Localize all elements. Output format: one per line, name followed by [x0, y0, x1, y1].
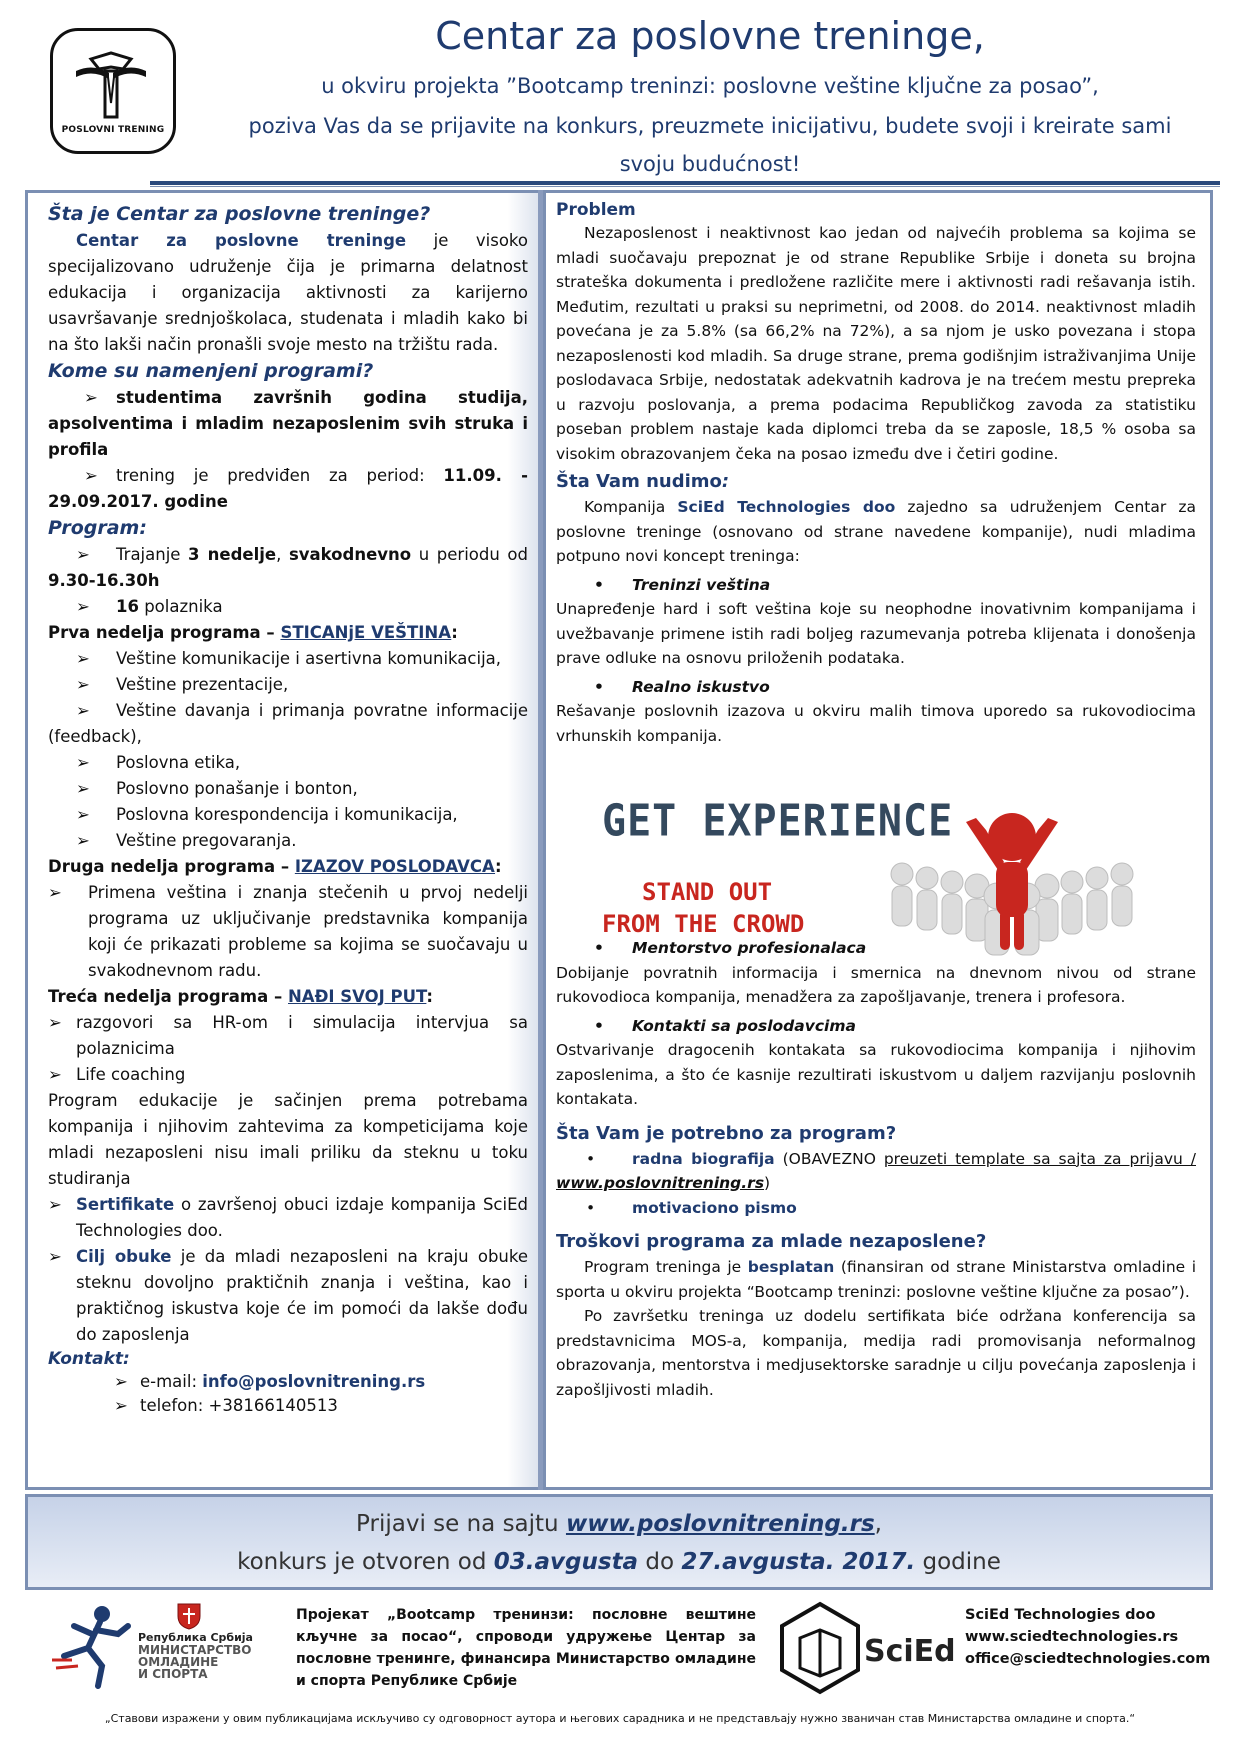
- benefit-3-title: Mentorstvo profesionalaca: [632, 939, 867, 957]
- list-item-text: Poslovno ponašanje i bonton,: [116, 779, 358, 798]
- email-link[interactable]: info@poslovnitrening.rs: [202, 1372, 426, 1391]
- banner-l2-pre: konkurs je otvoren od: [237, 1549, 494, 1575]
- benefit-4: [556, 1014, 1196, 1039]
- week-2-item: [48, 880, 528, 984]
- scied-book-icon: [778, 1600, 862, 1695]
- week-2-title: IZAZOV POSLODAVCA: [294, 857, 496, 876]
- arrow-icon: ➢: [76, 753, 90, 772]
- disclaimer: „Ставови изражени у овим публикацијама искључиво су одговорност аутора и његових сарадника и не представљају нужно званичан став Министарства омладине и спорта.“: [104, 1712, 1136, 1725]
- header-line-2: poziva Vas da se prijavite na konkurs, preuzmete inicijativu, budete svoji i kreirate sami: [248, 114, 1172, 138]
- list-item-text: razgovori sa HR-om i simulacija intervjua sa polaznicima: [76, 1013, 528, 1058]
- bullet-icon: •: [586, 1149, 596, 1168]
- week-2-heading: [48, 854, 528, 880]
- duration-post: u periodu od: [411, 545, 528, 564]
- audience-item-2: [48, 463, 528, 515]
- program-description: Program edukacije je sačinjen prema potrebama kompanija i njihovim zahtevima za kompeticijama koje mladi nezaposleni nisu imali priliku da steknu u toku studiranja: [48, 1091, 528, 1188]
- heading-requirements: Šta Vam je potrebno za program?: [556, 1122, 897, 1144]
- benefit-4-text: Ostvarivanje dragocenih kontakata sa rukovodiocima kompanija i njihovim zaposlenima, a što će kasnije rezultirati iskustvom u daljem razvijanju poslovnih kontakata.: [556, 1041, 1196, 1108]
- ministry-line-2: МИНИСТАРСТВО: [138, 1643, 252, 1657]
- left-column: [25, 190, 538, 1490]
- bullet-icon: •: [594, 939, 604, 957]
- heading-offer: [556, 468, 1196, 495]
- list-item-text: Veštine davanja i primanja povratne informacije (feedback),: [48, 701, 528, 746]
- banner-date-end: 27.avgusta. 2017.: [681, 1549, 916, 1575]
- stand-out-text: STAND OUT: [642, 878, 773, 906]
- banner-site-link[interactable]: www.poslovnitrening.rs: [565, 1511, 875, 1537]
- requirement-1-title: radna biografija: [632, 1149, 775, 1168]
- audience-item-1: [48, 385, 528, 463]
- poslovni-trening-logo: [50, 28, 176, 154]
- week-2-colon: :: [495, 857, 502, 876]
- requirement-1-mid: (OBAVEZNO: [774, 1149, 884, 1168]
- duration-hours: 9.30-16.30h: [48, 571, 160, 590]
- duration-sep: ,: [276, 545, 289, 564]
- duration-weeks: 3 nedelje: [188, 545, 277, 564]
- serbia-coat-of-arms-icon: [176, 1600, 202, 1630]
- banner-l2-mid: do: [638, 1549, 682, 1575]
- week-2-item-text: Primena veština i znanja stečenih u prvoj nedelji programa uz uključivanje predstavnika kompanija koji će prikazati probleme sa kojima se suočavaju u svakodnevnom radu.: [88, 883, 528, 980]
- week-1-heading: [48, 620, 528, 646]
- participants-label: polaznika: [138, 597, 223, 616]
- ministry-logo: [52, 1600, 262, 1690]
- duration-pre: Trajanje: [116, 545, 189, 564]
- arrow-icon: ➢: [76, 545, 90, 564]
- ministry-line-4: И СПОРТА: [138, 1667, 208, 1681]
- list-item-text: Poslovna korespondencija i komunikacija,: [116, 805, 458, 824]
- banner-pre: Prijavi se na sajtu: [356, 1511, 566, 1537]
- banner-comma: ,: [874, 1511, 882, 1537]
- offer-text: [556, 495, 1196, 569]
- header-rule-thin: [150, 186, 1220, 187]
- list-item-text: Veštine komunikacije i asertivna komunikacija,: [116, 649, 502, 668]
- list-item-text: Life coaching: [76, 1065, 186, 1084]
- requirement-1-post: ): [764, 1174, 771, 1192]
- banner-line-2: [28, 1543, 1210, 1581]
- center-name: Centar za poslovne treninge: [76, 231, 407, 250]
- benefit-4-title: Kontakti sa poslodavcima: [632, 1016, 856, 1035]
- week-3-heading: [48, 984, 528, 1010]
- arrow-icon: ➢: [48, 883, 62, 902]
- arrow-icon: ➢: [76, 805, 90, 824]
- arrow-icon: ➢: [114, 1372, 128, 1391]
- apply-banner: [25, 1494, 1213, 1590]
- cost-free: besplatan: [747, 1258, 835, 1276]
- benefit-2-text: Rešavanje poslovnih izazova u okviru malih timova uporedo sa rukovodiocima vrhunskih kompanija.: [556, 702, 1196, 745]
- arrow-icon: ➢: [48, 1247, 62, 1266]
- bullet-icon: •: [586, 1198, 596, 1217]
- audience-item-1-text: studentima završnih godina studija, apsolventima i mladim nezaposlenim svih struka i profila: [48, 388, 528, 459]
- header-line-1: u okviru projekta ”Bootcamp treninzi: poslovne veštine ključne za posao”,: [321, 74, 1099, 98]
- ministry-line-1: Република Србија: [138, 1631, 253, 1644]
- arrow-icon: ➢: [76, 831, 90, 850]
- list-item: [48, 698, 528, 750]
- week-3-colon: :: [426, 987, 434, 1006]
- offer-post: zajedno sa udruženjem Centar za poslovne treninge (osnovano od strane navedene kompanije), nudi mladima potpuno novi koncept treninga:: [556, 498, 1196, 565]
- cost-text: [556, 1255, 1196, 1304]
- heading-costs: Troškovi programa za mlade nezaposlene?: [556, 1231, 987, 1252]
- list-item-text: Veštine prezentacije,: [116, 675, 289, 694]
- scied-logo-text: SciEd: [864, 1634, 956, 1669]
- center-description: [48, 228, 528, 358]
- week-1-title: STICANjE VEŠTINA: [280, 623, 452, 642]
- arrow-icon: ➢: [76, 597, 90, 616]
- site-link[interactable]: www.poslovnitrening.rs: [556, 1174, 765, 1192]
- scied-logo: [778, 1600, 958, 1695]
- heading-target-audience: Kome su namenjeni programi?: [48, 360, 374, 382]
- scied-website[interactable]: www.sciedtechnologies.rs: [965, 1629, 1179, 1645]
- phone-text: telefon: +38166140513: [140, 1396, 338, 1415]
- requirement-2-title: motivaciono pismo: [632, 1198, 797, 1217]
- scied-name: SciEd Technologies doo: [965, 1607, 1156, 1623]
- bullet-icon: •: [594, 575, 604, 594]
- program-duration: [48, 542, 528, 594]
- benefit-2-title: Realno iskustvo: [632, 677, 770, 696]
- bullet-icon: •: [594, 677, 604, 696]
- conference-text: Po završetku treninga uz dodelu sertifikata biće održana konferencija sa predstavnicima MOS-a, kompanija, medija radi promovisanja neformalnog obrazovanja, mentorstva i medjusektorske saradnje u cilju povećanja zaposlenja i zapošljivosti mladih.: [556, 1307, 1196, 1399]
- list-item-text: Veštine pregovaranja.: [116, 831, 297, 850]
- offer-colon: :: [721, 471, 730, 492]
- cost-post: (finansiran od strane Ministarstva omladine i sporta u okviru projekta “Bootcamp treninzi: poslovne veštine ključne za posao”).: [556, 1258, 1196, 1301]
- book-logo-icon: [71, 41, 151, 121]
- arrow-icon: ➢: [76, 779, 90, 798]
- period-label: trening je predviđen za period:: [116, 466, 444, 485]
- period-dates: 11.09. - 29.09.2017. godine: [48, 466, 528, 511]
- get-experience-image: [602, 792, 1152, 962]
- arrow-icon: ➢: [76, 701, 90, 720]
- arrow-icon: ➢: [76, 675, 90, 694]
- duration-daily: svakodnevno: [288, 545, 412, 564]
- list-item: [48, 828, 528, 854]
- from-the-crowd-text: FROM THE CROWD: [602, 910, 805, 938]
- header-line-3: svoju budućnost!: [619, 152, 801, 176]
- banner-line-1: [28, 1505, 1210, 1543]
- week-2-label: Druga nedelja programa –: [48, 857, 295, 876]
- certificate-label: Sertifikate: [76, 1195, 175, 1214]
- benefit-3-text: Dobijanje povratnih informacija i smernica na dnevnom nivou od strane rukovodioca kompanija, menadžera za zapošljavanje, trenera i profesora.: [556, 963, 1196, 1006]
- requirement-2: [556, 1196, 1196, 1221]
- week-1-colon: :: [451, 623, 458, 642]
- email-label: e-mail:: [140, 1372, 203, 1391]
- arrow-icon: ➢: [76, 649, 90, 668]
- list-item: [48, 776, 528, 802]
- scied-email[interactable]: office@sciedtechnologies.com: [965, 1651, 1211, 1667]
- arrow-icon: ➢: [48, 1013, 62, 1032]
- participants-count: 16: [116, 597, 139, 616]
- arrow-icon: ➢: [48, 1065, 62, 1084]
- contact-phone: [48, 1394, 528, 1418]
- offer-heading-text: Šta Vam nudimo: [556, 471, 722, 492]
- week-3-label: Treća nedelja programa –: [48, 987, 288, 1006]
- list-item: [48, 802, 528, 828]
- certificate-text: o završenoj obuci izdaje kompanija SciEd Technologies doo.: [76, 1195, 528, 1240]
- list-item: [48, 646, 528, 672]
- list-item: [48, 1010, 528, 1062]
- list-item-text: Poslovna etika,: [116, 753, 241, 772]
- scied-contact: [965, 1604, 1215, 1670]
- offer-company: SciEd Technologies doo: [677, 498, 896, 516]
- week-3-title: NAĐI SVOJ PUT: [288, 987, 427, 1006]
- contact-email: [48, 1370, 528, 1394]
- ministry-text: [138, 1632, 253, 1680]
- benefit-1-title: Treninzi veština: [632, 575, 771, 594]
- offer-pre: Kompanija: [584, 498, 678, 516]
- arrow-icon: ➢: [84, 466, 98, 485]
- page-title: Centar za poslovne treninge,: [435, 14, 985, 58]
- benefit-2: [556, 675, 1196, 700]
- heading-program: Program:: [48, 517, 147, 539]
- goal-label: Cilj obuke: [76, 1247, 172, 1266]
- program-participants: [48, 594, 528, 620]
- project-statement: Пројекат „Bootcamp тренинзи: пословне вештине кључне за посао“, спроводи удружење Центар за пословне тренинге, финансира Министарство омладине и спорта Републике Србије: [296, 1607, 756, 1689]
- benefit-1: [556, 573, 1196, 598]
- heading-contact: Kontakt:: [48, 1349, 130, 1369]
- heading-problem: Problem: [556, 200, 636, 220]
- runner-icon: [52, 1600, 142, 1690]
- list-item: [48, 1062, 528, 1088]
- goal-item: [48, 1244, 528, 1348]
- week-3-list: [48, 1010, 528, 1088]
- week-1-label: Prva nedelja programa –: [48, 623, 281, 642]
- center-description-text: je visoko specijalizovano udruženje čija je primarna delatnost edukacija i organizacija aktivnosti za karijerno usavršavanje srednjoškolaca, studenata i mladih kako bi na što lakši način pronašli svoje mesto na tržištu rada.: [48, 231, 528, 354]
- header-rule: [150, 181, 1220, 185]
- arrow-icon: ➢: [114, 1396, 128, 1415]
- list-item: [48, 672, 528, 698]
- arrow-icon: ➢: [48, 1195, 62, 1214]
- requirement-1: [556, 1147, 1196, 1196]
- goal-text: je da mladi nezaposleni na kraju obuke steknu dovoljno praktičnih znanja i veština, kao i praktičnog iskustva koje će im pomoći da lakše dođu do zaposlenja: [76, 1247, 529, 1344]
- arrow-icon: ➢: [84, 388, 98, 407]
- logo-text: POSLOVNI TRENING: [61, 125, 165, 135]
- heading-what-is-center: Šta je Centar za poslovne treninge?: [48, 203, 431, 225]
- get-experience-text: GET EXPERIENCE: [602, 795, 954, 847]
- banner-l2-post: godine: [915, 1549, 1001, 1575]
- ministry-line-3: ОМЛАДИНЕ: [138, 1655, 219, 1669]
- bullet-icon: •: [594, 1016, 604, 1035]
- template-link[interactable]: preuzeti template sa sajta za prijavu /: [883, 1149, 1196, 1168]
- banner-date-start: 03.avgusta: [493, 1549, 639, 1575]
- list-item: [48, 750, 528, 776]
- benefit-1-text: Unapređenje hard i soft veština koje su neophodne inovativnim kompanijama i uvežbavanje primene istih radi boljeg razumevanja potreba klijenata i donošenja prave odluke na osnovu priloženih podataka.: [556, 600, 1196, 667]
- problem-text: Nezaposlenost i neaktivnost kao jedan od najvećih problema sa kojima se mladi suočavaju prepoznat je od strane Republike Srbije i doneta su brojna strateška dokumenta i predložene različite mere i aktivnosti radi rešavanja istih. Međutim, rezultati u praksi su neprimetni, od 2008. do 2014. neaktivnost mladih povećana je za 5.8% (sa 66,2% na 72%), a sa njom je usko povezana i stopa nezaposlenosti kod mladih. Sa druge strane, prema godišnjim istraživanjima Unije poslodavaca Srbije, nedostatak adekvatnih kadrova je na trećem mestu prepreka u razvoju poslovanja, a prema podacima Republičkog zavoda za statistiku poseban problem nastaje kada diplomci treba da se zaposle, 18,5 % osoba sa visokim obrazovanjem čeka na posao između dve i četiri godine.: [556, 224, 1196, 463]
- week-1-list: [48, 646, 528, 854]
- certificate-item: [48, 1192, 528, 1244]
- cost-pre: Program treninga je: [584, 1258, 748, 1276]
